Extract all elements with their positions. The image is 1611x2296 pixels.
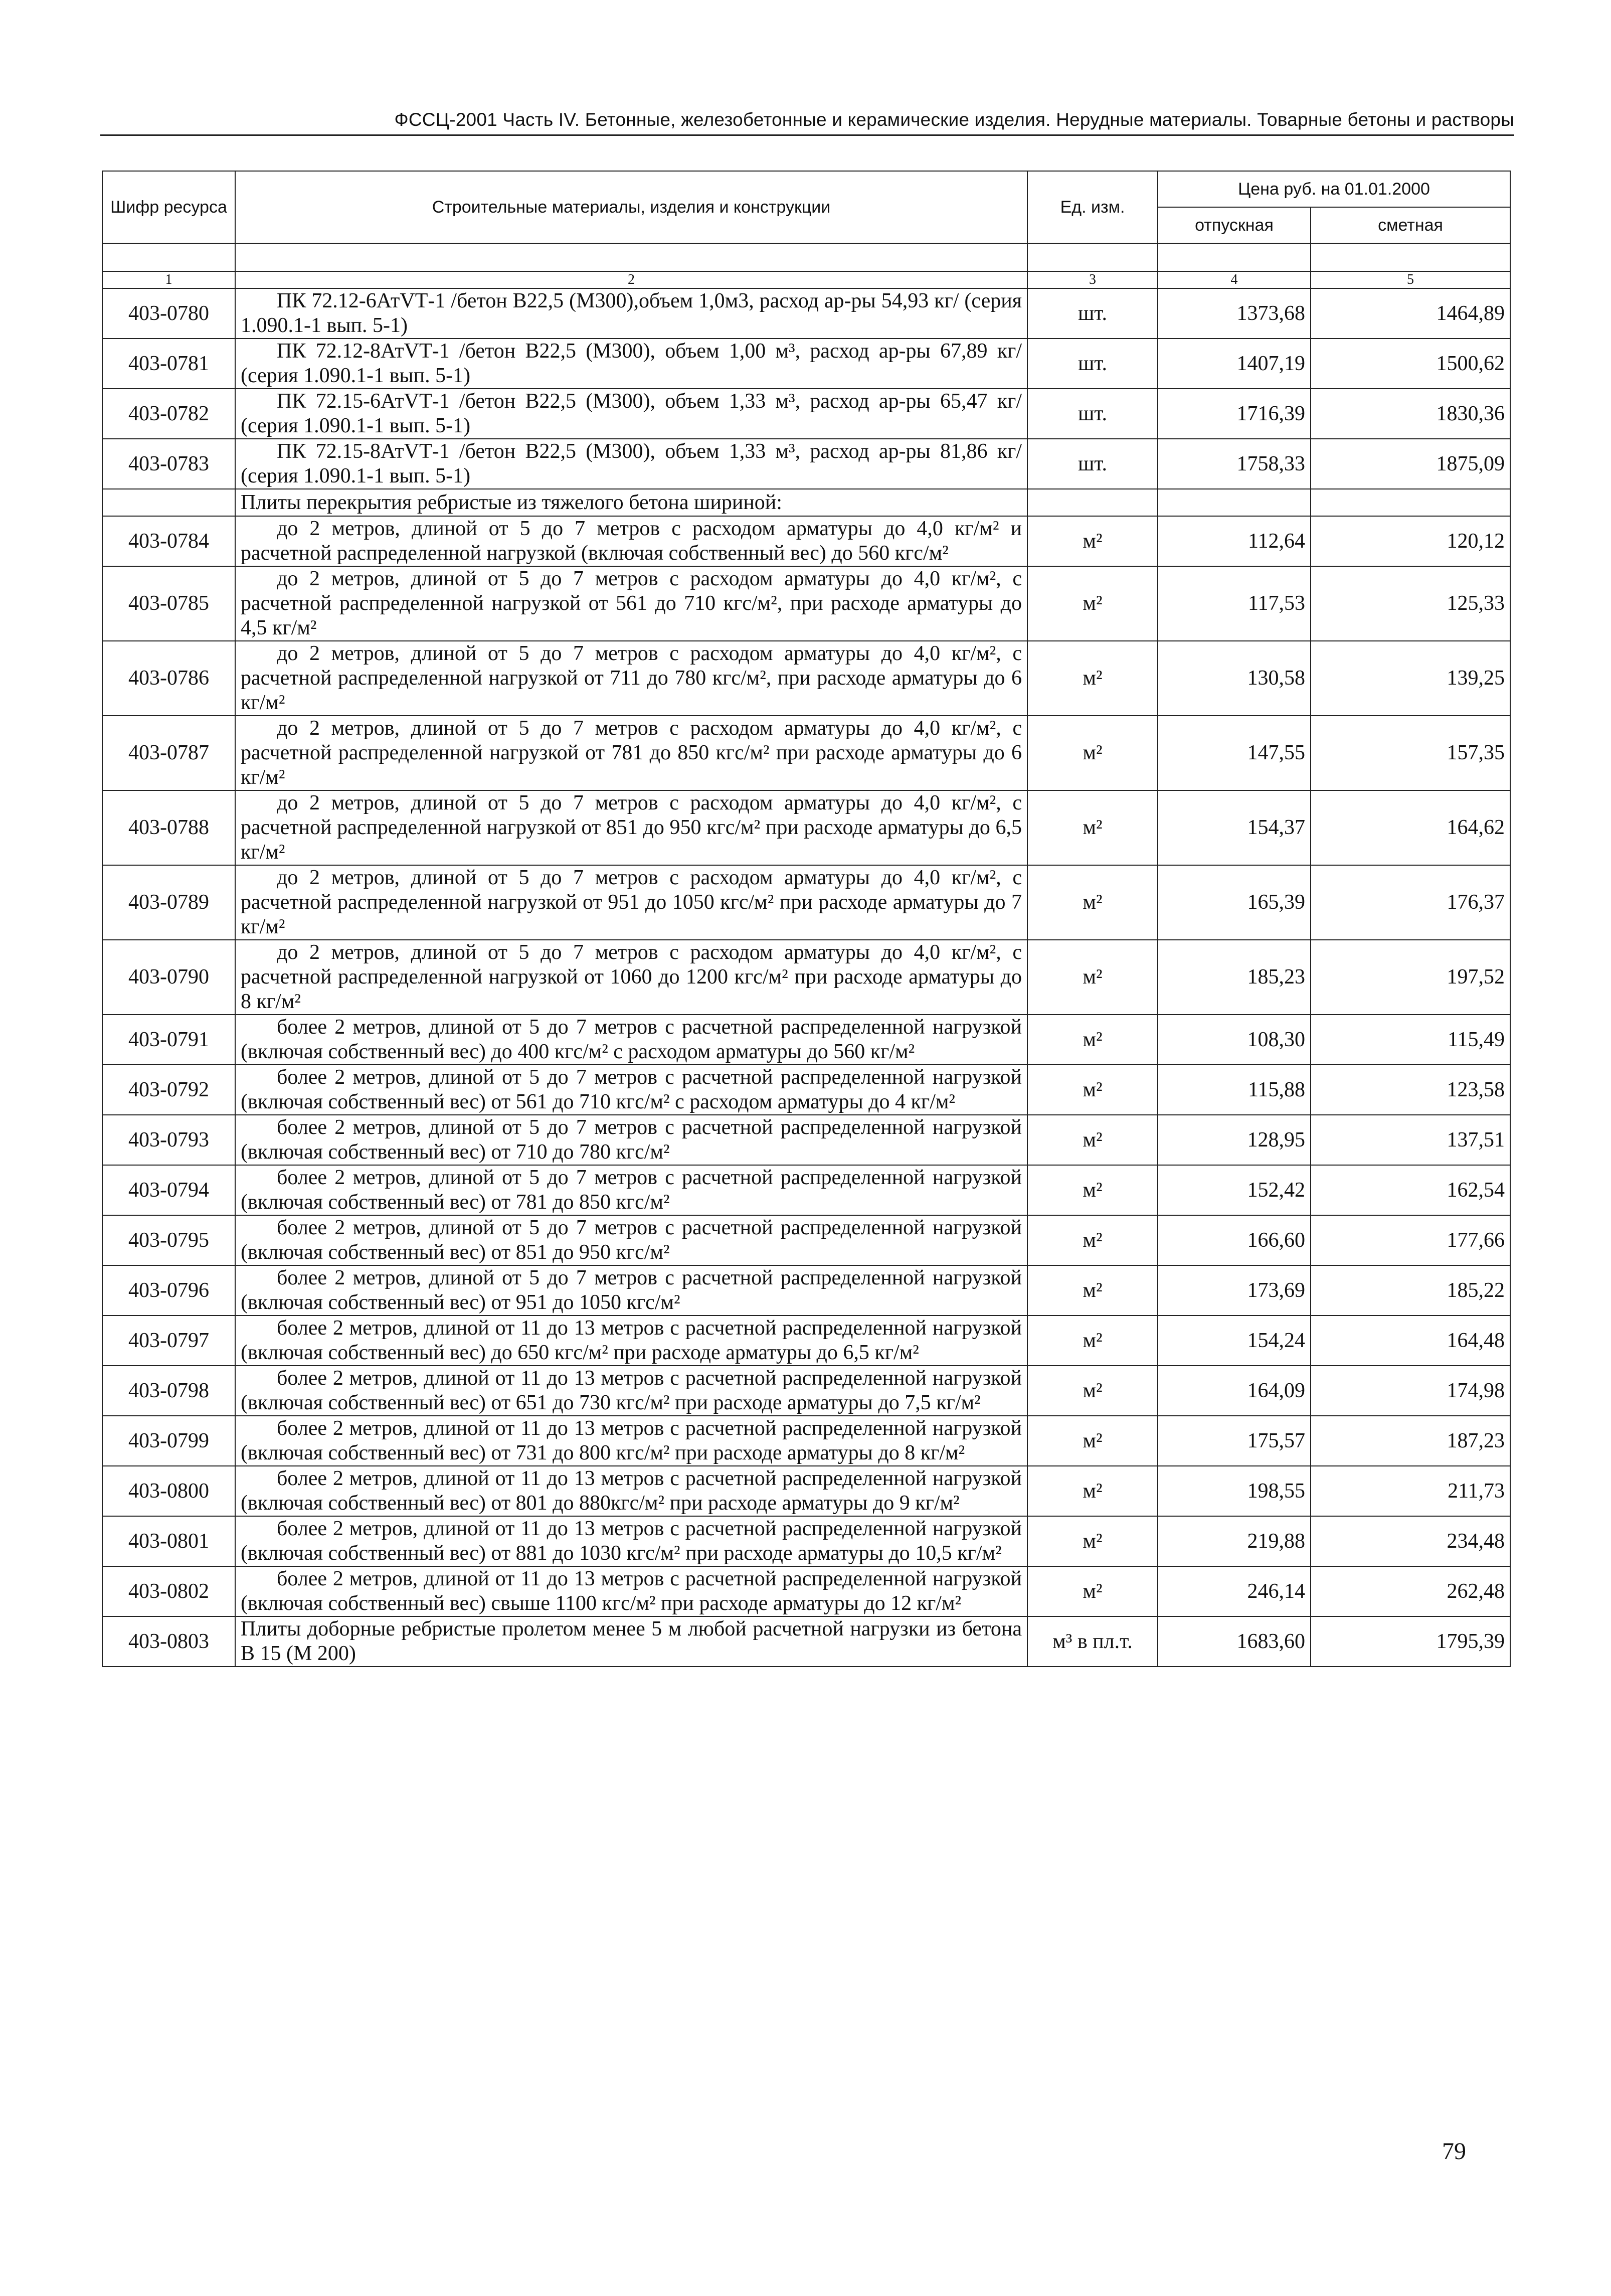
table-row — [102, 865, 1510, 940]
unit: м² — [1027, 1466, 1158, 1516]
unit: м² — [1027, 790, 1158, 865]
unit: м² — [1027, 1516, 1158, 1566]
running-header: ФССЦ-2001 Часть IV. Бетонные, железобетонные и керамические изделия. Нерудные материалы. Товарные бетоны и растворы — [100, 109, 1514, 136]
section-unit-cell — [1027, 489, 1158, 516]
estimate-price: 1795,39 — [1311, 1616, 1510, 1667]
header-spacer — [102, 243, 1510, 271]
resource-code: 403-0780 — [102, 288, 235, 339]
column-number: 1 — [102, 271, 235, 288]
estimate-price: 177,66 — [1311, 1215, 1510, 1265]
table-row — [102, 1215, 1510, 1265]
column-number: 5 — [1311, 271, 1510, 288]
item-description: более 2 метров, длиной от 11 до 13 метров с расчетной распределенной нагрузкой (включая собственный вес) от 651 до 730 кгс/м² при расходе арматуры до 7,5 кг/м² — [235, 1366, 1027, 1416]
release-price: 130,58 — [1158, 641, 1311, 716]
estimate-price: 197,52 — [1311, 940, 1510, 1015]
estimate-price: 234,48 — [1311, 1516, 1510, 1566]
item-description: ПК 72.12-6АтVТ-1 /бетон В22,5 (М300),объем 1,0м3, расход ар-ры 54,93 кг/ (серия 1.090.1-1 вып. 5-1) — [235, 288, 1027, 339]
release-price: 219,88 — [1158, 1516, 1311, 1566]
header-unit: Ед. изм. — [1027, 171, 1158, 243]
resource-code: 403-0803 — [102, 1616, 235, 1667]
estimate-price: 139,25 — [1311, 641, 1510, 716]
estimate-price: 1464,89 — [1311, 288, 1510, 339]
table-row — [102, 1366, 1510, 1416]
release-price: 166,60 — [1158, 1215, 1311, 1265]
estimate-price: 176,37 — [1311, 865, 1510, 940]
release-price: 173,69 — [1158, 1265, 1311, 1316]
release-price: 154,37 — [1158, 790, 1311, 865]
header-release: отпускная — [1158, 207, 1311, 243]
unit: шт. — [1027, 389, 1158, 439]
unit: м² — [1027, 1265, 1158, 1316]
unit: м² — [1027, 1366, 1158, 1416]
item-description: до 2 метров, длиной от 5 до 7 метров с расходом арматуры до 4,0 кг/м², с расчетной распределенной нагрузкой от 1060 до 1200 кгс/м² при расходе арматуры до 8 кг/м² — [235, 940, 1027, 1015]
item-description: Плиты доборные ребристые пролетом менее 5 м любой расчетной нагрузки из бетона В 15 (М 200) — [235, 1616, 1027, 1667]
resource-code: 403-0784 — [102, 516, 235, 566]
unit: м³ в пл.т. — [1027, 1616, 1158, 1667]
resource-code: 403-0792 — [102, 1065, 235, 1115]
resource-code: 403-0800 — [102, 1466, 235, 1516]
unit: м² — [1027, 940, 1158, 1015]
release-price: 154,24 — [1158, 1316, 1311, 1366]
release-price: 165,39 — [1158, 865, 1311, 940]
column-number: 4 — [1158, 271, 1311, 288]
unit: м² — [1027, 641, 1158, 716]
release-price: 185,23 — [1158, 940, 1311, 1015]
item-description: более 2 метров, длиной от 5 до 7 метров с расчетной распределенной нагрузкой (включая собственный вес) от 710 до 780 кгс/м² — [235, 1115, 1027, 1165]
estimate-price: 187,23 — [1311, 1416, 1510, 1466]
item-description: до 2 метров, длиной от 5 до 7 метров с расходом арматуры до 4,0 кг/м², с расчетной распределенной нагрузкой от 951 до 1050 кгс/м² при расходе арматуры до 7 кг/м² — [235, 865, 1027, 940]
resource-code: 403-0789 — [102, 865, 235, 940]
estimate-price: 137,51 — [1311, 1115, 1510, 1165]
item-description: ПК 72.12-8АтVТ-1 /бетон В22,5 (М300), объем 1,00 м³, расход ар-ры 67,89 кг/ (серия 1.090.1-1 вып. 5-1) — [235, 339, 1027, 389]
release-price: 152,42 — [1158, 1165, 1311, 1215]
unit: м² — [1027, 1015, 1158, 1065]
item-description: до 2 метров, длиной от 5 до 7 метров с расходом арматуры до 4,0 кг/м², с расчетной распределенной нагрузкой от 851 до 950 кгс/м² при расходе арматуры до 6,5 кг/м² — [235, 790, 1027, 865]
column-number: 3 — [1027, 271, 1158, 288]
resource-code: 403-0795 — [102, 1215, 235, 1265]
release-price: 175,57 — [1158, 1416, 1311, 1466]
column-numbers — [102, 271, 1510, 288]
release-price: 147,55 — [1158, 716, 1311, 790]
section-heading: Плиты перекрытия ребристые из тяжелого бетона шириной: — [235, 489, 1027, 516]
item-description: более 2 метров, длиной от 11 до 13 метров с расчетной распределенной нагрузкой (включая собственный вес) от 731 до 800 кгс/м² при расходе арматуры до 8 кг/м² — [235, 1416, 1027, 1466]
resource-code: 403-0797 — [102, 1316, 235, 1366]
item-description: до 2 метров, длиной от 5 до 7 метров с расходом арматуры до 4,0 кг/м² и расчетной распределенной нагрузкой (включая собственный вес) до 560 кгс/м² — [235, 516, 1027, 566]
resource-code: 403-0785 — [102, 566, 235, 641]
estimate-price: 164,62 — [1311, 790, 1510, 865]
table-row — [102, 516, 1510, 566]
unit: м² — [1027, 516, 1158, 566]
unit: м² — [1027, 1065, 1158, 1115]
column-number: 2 — [235, 271, 1027, 288]
resource-code: 403-0796 — [102, 1265, 235, 1316]
header-price-group: Цена руб. на 01.01.2000 — [1158, 171, 1510, 207]
item-description: ПК 72.15-8АтVТ-1 /бетон В22,5 (М300), объем 1,33 м³, расход ар-ры 81,86 кг/ (серия 1.090.1-1 вып. 5-1) — [235, 439, 1027, 489]
table-row — [102, 439, 1510, 489]
page-number: 79 — [1442, 2138, 1466, 2165]
table-row — [102, 1616, 1510, 1667]
item-description: более 2 метров, длиной от 5 до 7 метров с расчетной распределенной нагрузкой (включая собственный вес) до 400 кгс/м² с расходом арматуры до 560 кг/м² — [235, 1015, 1027, 1065]
resource-code: 403-0801 — [102, 1516, 235, 1566]
estimate-price: 1875,09 — [1311, 439, 1510, 489]
table-row — [102, 1265, 1510, 1316]
table-row — [102, 566, 1510, 641]
resource-code: 403-0794 — [102, 1165, 235, 1215]
unit: м² — [1027, 1165, 1158, 1215]
table-row — [102, 716, 1510, 790]
resource-code: 403-0787 — [102, 716, 235, 790]
table-header — [102, 171, 1510, 288]
resource-code: 403-0783 — [102, 439, 235, 489]
unit: м² — [1027, 1316, 1158, 1366]
section-row — [102, 489, 1510, 516]
unit: м² — [1027, 566, 1158, 641]
table-row — [102, 641, 1510, 716]
item-description: более 2 метров, длиной от 5 до 7 метров с расчетной распределенной нагрузкой (включая собственный вес) от 561 до 710 кгс/м² с расходом арматуры до 4 кг/м² — [235, 1065, 1027, 1115]
header-code: Шифр ресурса — [102, 171, 235, 243]
release-price: 198,55 — [1158, 1466, 1311, 1516]
table-row — [102, 1566, 1510, 1616]
release-price: 1716,39 — [1158, 389, 1311, 439]
header-name: Строительные материалы, изделия и конструкции — [235, 171, 1027, 243]
unit: м² — [1027, 1215, 1158, 1265]
table-body — [102, 288, 1510, 1667]
release-price: 108,30 — [1158, 1015, 1311, 1065]
release-price: 246,14 — [1158, 1566, 1311, 1616]
resource-code: 403-0798 — [102, 1366, 235, 1416]
estimate-price: 262,48 — [1311, 1566, 1510, 1616]
resource-code: 403-0781 — [102, 339, 235, 389]
unit: м² — [1027, 865, 1158, 940]
resource-code: 403-0782 — [102, 389, 235, 439]
table-row — [102, 1065, 1510, 1115]
release-price: 112,64 — [1158, 516, 1311, 566]
estimate-price: 157,35 — [1311, 716, 1510, 790]
table-row — [102, 288, 1510, 339]
header-estimate: сметная — [1311, 207, 1510, 243]
resource-code: 403-0793 — [102, 1115, 235, 1165]
estimate-price: 115,49 — [1311, 1015, 1510, 1065]
estimate-price: 125,33 — [1311, 566, 1510, 641]
item-description: более 2 метров, длиной от 11 до 13 метров с расчетной распределенной нагрузкой (включая собственный вес) от 881 до 1030 кгс/м² при расходе арматуры до 10,5 кг/м² — [235, 1516, 1027, 1566]
estimate-price: 185,22 — [1311, 1265, 1510, 1316]
table-row — [102, 1516, 1510, 1566]
table-row — [102, 1015, 1510, 1065]
release-price: 1407,19 — [1158, 339, 1311, 389]
unit: шт. — [1027, 288, 1158, 339]
table-row — [102, 1316, 1510, 1366]
section-code-cell — [102, 489, 235, 516]
estimate-price: 123,58 — [1311, 1065, 1510, 1115]
release-price: 115,88 — [1158, 1065, 1311, 1115]
unit: м² — [1027, 1416, 1158, 1466]
item-description: более 2 метров, длиной от 5 до 7 метров с расчетной распределенной нагрузкой (включая собственный вес) от 851 до 950 кгс/м² — [235, 1215, 1027, 1265]
item-description: более 2 метров, длиной от 11 до 13 метров с расчетной распределенной нагрузкой (включая собственный вес) от 801 до 880кгс/м² при расходе арматуры до 9 кг/м² — [235, 1466, 1027, 1516]
resource-code: 403-0790 — [102, 940, 235, 1015]
item-description: более 2 метров, длиной от 5 до 7 метров с расчетной распределенной нагрузкой (включая собственный вес) от 951 до 1050 кгс/м² — [235, 1265, 1027, 1316]
release-price: 1683,60 — [1158, 1616, 1311, 1667]
resource-code: 403-0791 — [102, 1015, 235, 1065]
estimate-price: 164,48 — [1311, 1316, 1510, 1366]
estimate-price: 174,98 — [1311, 1366, 1510, 1416]
estimate-price: 1500,62 — [1311, 339, 1510, 389]
price-table — [102, 171, 1511, 1667]
estimate-price: 120,12 — [1311, 516, 1510, 566]
release-price: 1373,68 — [1158, 288, 1311, 339]
table-row — [102, 1466, 1510, 1516]
estimate-price: 1830,36 — [1311, 389, 1510, 439]
table-row — [102, 1115, 1510, 1165]
unit: м² — [1027, 716, 1158, 790]
release-price: 128,95 — [1158, 1115, 1311, 1165]
item-description: ПК 72.15-6АтVТ-1 /бетон В22,5 (М300), объем 1,33 м³, расход ар-ры 65,47 кг/ (серия 1.090.1-1 вып. 5-1) — [235, 389, 1027, 439]
section-estimate-cell — [1311, 489, 1510, 516]
table-row — [102, 339, 1510, 389]
unit: м² — [1027, 1115, 1158, 1165]
item-description: более 2 метров, длиной от 11 до 13 метров с расчетной распределенной нагрузкой (включая собственный вес) свыше 1100 кгс/м² при расходе арматуры до 12 кг/м² — [235, 1566, 1027, 1616]
table-row — [102, 940, 1510, 1015]
unit: шт. — [1027, 339, 1158, 389]
release-price: 117,53 — [1158, 566, 1311, 641]
unit: шт. — [1027, 439, 1158, 489]
table-row — [102, 790, 1510, 865]
item-description: до 2 метров, длиной от 5 до 7 метров с расходом арматуры до 4,0 кг/м², с расчетной распределенной нагрузкой от 781 до 850 кгс/м² при расходе арматуры до 6 кг/м² — [235, 716, 1027, 790]
item-description: до 2 метров, длиной от 5 до 7 метров с расходом арматуры до 4,0 кг/м², с расчетной распределенной нагрузкой от 561 до 710 кгс/м², при расходе арматуры до 4,5 кг/м² — [235, 566, 1027, 641]
estimate-price: 162,54 — [1311, 1165, 1510, 1215]
resource-code: 403-0788 — [102, 790, 235, 865]
release-price: 164,09 — [1158, 1366, 1311, 1416]
item-description: более 2 метров, длиной от 11 до 13 метров с расчетной распределенной нагрузкой (включая собственный вес) до 650 кгс/м² при расходе арматуры до 6,5 кг/м² — [235, 1316, 1027, 1366]
item-description: до 2 метров, длиной от 5 до 7 метров с расходом арматуры до 4,0 кг/м², с расчетной распределенной нагрузкой от 711 до 780 кгс/м², при расходе арматуры до 6 кг/м² — [235, 641, 1027, 716]
table-row — [102, 1165, 1510, 1215]
section-release-cell — [1158, 489, 1311, 516]
estimate-price: 211,73 — [1311, 1466, 1510, 1516]
unit: м² — [1027, 1566, 1158, 1616]
resource-code: 403-0802 — [102, 1566, 235, 1616]
resource-code: 403-0786 — [102, 641, 235, 716]
table-row — [102, 389, 1510, 439]
resource-code: 403-0799 — [102, 1416, 235, 1466]
table-row — [102, 1416, 1510, 1466]
item-description: более 2 метров, длиной от 5 до 7 метров с расчетной распределенной нагрузкой (включая собственный вес) от 781 до 850 кгс/м² — [235, 1165, 1027, 1215]
release-price: 1758,33 — [1158, 439, 1311, 489]
